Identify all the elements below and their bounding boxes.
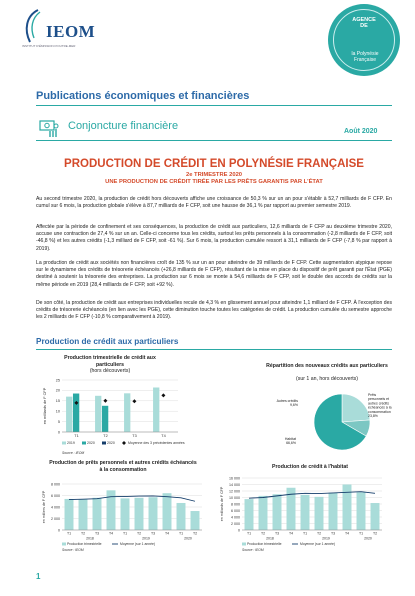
x-tick-label: T1 (74, 434, 79, 438)
bar (301, 495, 310, 530)
publications-heading: Publications économiques et financières (36, 90, 250, 102)
legend-swatch (82, 442, 86, 445)
pie-value-label: 9,6% (290, 403, 298, 408)
ieom-logo-mark (20, 8, 42, 44)
x-tick-label: T2 (316, 531, 322, 536)
bar (245, 499, 254, 530)
x-tick-label: T1 (66, 531, 72, 536)
section-title: Production de crédit aux particuliers (36, 337, 179, 346)
x-tick-label: T3 (132, 434, 137, 438)
bar (273, 494, 282, 530)
average-line (249, 492, 375, 499)
money-icon (38, 117, 60, 139)
y-axis-label: en milliers de F CFP (42, 490, 46, 524)
paragraph: La production de crédit aux sociétés non financières croît de 135 % sur un an pour atteindre de 39 milliards de F CFP. Cette augmentation atypique repose sur le dynamisme des crédits de trésorerie échéancés (+26,8 milliards de F CFP), résultant de la mise en place du dispositif de prêt garanti par l'État (PGE) destiné à soutenir la trésorerie des entreprises. La production sur 6 mois se monte à 54,6 milliards de F CFP, soit le double des accords de crédits sur la même période en 2019 (28,4 milliards de F CFP, soit +92 %). (36, 260, 392, 288)
page-title: PRODUCTION DE CRÉDIT EN POLYNÉSIE FRANÇAISE (64, 158, 364, 170)
x-tick-label: T1 (246, 531, 252, 536)
y-tick-label: 15 (55, 399, 60, 404)
legend-label: 2020 (87, 441, 95, 445)
pie-value-label: 23,8% (368, 414, 378, 418)
x-tick-label: T2 (372, 531, 378, 536)
x-tick-label: T1 (122, 531, 128, 536)
quarter-label: 2e TRIMESTRE 2020 (185, 172, 243, 178)
x-tick-label: T2 (80, 531, 86, 536)
bar (163, 493, 172, 530)
agency-badge-line1: AGENCE DE (352, 17, 376, 30)
y-tick-label: 16 000 (229, 476, 240, 481)
bar (121, 498, 130, 530)
y-axis-label: en milliards de F CFP (220, 486, 224, 522)
series-title: Conjoncture financière (68, 120, 179, 132)
bar (102, 406, 108, 432)
bar (149, 497, 158, 530)
y-tick-label: 8 000 (51, 482, 60, 487)
chart4-title: Production de crédit à l'habitat (272, 464, 348, 470)
chart1-quarterly-production (40, 376, 200, 450)
legend-swatch (62, 543, 66, 546)
bar (73, 394, 79, 432)
divider (36, 140, 392, 141)
bar (135, 498, 144, 530)
y-tick-label: 12 000 (229, 489, 240, 494)
y-tick-label: 2 000 (51, 516, 60, 521)
y-tick-label: 2 000 (231, 521, 240, 526)
x-year-label: 2020 (184, 536, 192, 541)
chart1-subtitle: (hors découverts) (89, 368, 131, 374)
x-tick-label: T1 (178, 531, 184, 536)
y-tick-label: 25 (55, 378, 60, 383)
y-tick-label: 6 000 (51, 493, 60, 498)
pie-label: Prêts personnels et autres crédits échéancés à la consommation (368, 393, 392, 414)
bar (153, 387, 159, 432)
chart2-subtitle: (sur 1 an, hors découverts) (296, 376, 358, 382)
bar (315, 497, 324, 530)
y-tick-label: 4 000 (51, 505, 60, 510)
bar (65, 499, 74, 530)
x-tick-label: T2 (192, 531, 198, 536)
bar (124, 393, 130, 432)
bar (357, 492, 366, 530)
paragraph: Au second trimestre 2020, la production de crédit hors découverts affiche une croissance de 50,3 % sur un an pour s'établir à 52,7 milliards de F CFP. En cumul sur 6 mois, la production globale s'élève à 87,7 milliards de F CFP, soit une hausse de 36,1 % par rapport au premier semestre 2019. (36, 196, 392, 210)
pie-value-label: 66,6% (286, 441, 296, 446)
x-year-label: 2020 (364, 536, 372, 541)
average-marker (103, 399, 107, 403)
bar (93, 498, 102, 530)
chart2-pie (250, 384, 400, 454)
y-axis-label: en milliards de F CFP (43, 387, 47, 425)
y-tick-label: 4 000 (231, 515, 240, 520)
y-tick-label: 10 (55, 409, 60, 414)
y-tick-label: 14 000 (229, 482, 240, 487)
x-tick-label: T4 (344, 531, 350, 536)
x-tick-label: T2 (136, 531, 142, 536)
x-year-label: 2018 (86, 536, 94, 541)
x-tick-label: T4 (288, 531, 294, 536)
chart1-title: Production trimestrielle de crédit aux particuliers (64, 355, 156, 368)
y-tick-label: 0 (57, 430, 60, 435)
y-tick-label: 8 000 (231, 502, 240, 507)
x-year-label: 2018 (266, 536, 274, 541)
x-tick-label: T3 (150, 531, 156, 536)
x-year-label: 2019 (322, 536, 330, 541)
ieom-logo-subtitle: INSTITUT D'ÉMISSION D'OUTRE-MER (22, 44, 76, 48)
x-tick-label: T3 (274, 531, 280, 536)
bar (343, 485, 352, 531)
bar (371, 503, 380, 530)
chart3-title: Production de prêts personnels et autres crédits échéancés à la consommation (49, 460, 197, 473)
agency-badge-line2: la Polynésie Française (351, 51, 379, 63)
average-marker (161, 393, 165, 397)
ieom-logo-text: IEOM (46, 22, 96, 41)
legend-label: 2019 (67, 441, 75, 445)
y-tick-label: 0 (58, 528, 60, 533)
pie-label: Habitat (284, 437, 296, 441)
pie-label: Autres crédits (276, 399, 298, 403)
chart4-housing-loans (218, 474, 390, 558)
bar (66, 397, 72, 432)
x-tick-label: T4 (108, 531, 114, 536)
chart-source: Source : IEOM (242, 548, 264, 552)
legend-swatch (102, 442, 106, 445)
bar (79, 500, 88, 530)
divider (36, 349, 392, 350)
legend-label: Moyenne (sur 1 année) (120, 542, 156, 546)
average-marker (132, 399, 136, 403)
bar (259, 496, 268, 530)
x-year-label: 2019 (142, 536, 150, 541)
x-tick-label: T3 (94, 531, 100, 536)
x-tick-label: T4 (164, 531, 170, 536)
page-number: 1 (36, 572, 41, 581)
chart-source: Source : IEOM (62, 548, 84, 552)
chart2-title: Répartition des nouveaux crédits aux particuliers (266, 363, 388, 369)
x-tick-label: T1 (358, 531, 364, 536)
legend-label: Production trimestrielle (247, 542, 282, 546)
x-tick-label: T3 (330, 531, 336, 536)
bar (191, 511, 200, 530)
y-tick-label: 20 (55, 388, 60, 393)
x-tick-label: T4 (161, 434, 166, 438)
legend-label: Production trimestrielle (67, 542, 102, 546)
chart3-consumer-loans (40, 478, 210, 558)
page-subtitle: UNE PRODUCTION DE CRÉDIT TIRÉE PAR LES PRÊTS GARANTIS PAR L'ÉTAT (105, 179, 323, 185)
publication-date: Août 2020 (344, 128, 378, 135)
legend-label: Moyenne des 3 précédentes années (128, 441, 185, 445)
y-tick-label: 10 000 (229, 495, 240, 500)
bar (329, 493, 338, 530)
bar (95, 396, 101, 432)
legend-swatch (242, 543, 246, 546)
bar (177, 503, 186, 530)
x-tick-label: T2 (103, 434, 108, 438)
legend-marker (122, 441, 126, 445)
y-tick-label: 6 000 (231, 508, 240, 513)
x-tick-label: T2 (260, 531, 266, 536)
pie-slice (342, 394, 370, 422)
x-tick-label: T1 (302, 531, 308, 536)
divider (36, 105, 392, 106)
legend-label: 2020 (107, 441, 115, 445)
legend-label: Moyenne (sur 1 année) (300, 542, 336, 546)
paragraph: De son côté, la production de crédit aux entreprises individuelles recule de 4,3 % en glissement annuel pour atteindre 1,1 milliard de F CFP. À l'exception des crédits de trésorerie échéancés (en lien avec les PGE), cette diminution touche toutes les catégories de crédit. La production cumulée du semestre approche les 2 milliards de F CFP (-10,8 % comparativement à 2019). (36, 300, 392, 321)
y-tick-label: 0 (238, 528, 240, 533)
y-tick-label: 5 (57, 419, 60, 424)
average-line (69, 496, 195, 501)
paragraph: Affectée par la période de confinement et ses conséquences, la production de crédit aux particuliers, 12,6 milliards de F CFP au deuxième trimestre 2020, accuse une contraction de 27,4 % sur un an. Celle-ci concerne tous les crédits, surtout les prêts personnels à la consommation (-2,8 milliards de F CFP, soit -46,8 %) et les autres crédits (-1,3 milliard de F CFP, soit -61 %). Sur 6 mois, la production cumulée ressort à 31,1 milliards de F CFP (-7,8 % par rapport à 2019). (36, 224, 392, 252)
legend-swatch (62, 442, 66, 445)
chart1-source: Source : IEOM (62, 451, 85, 455)
